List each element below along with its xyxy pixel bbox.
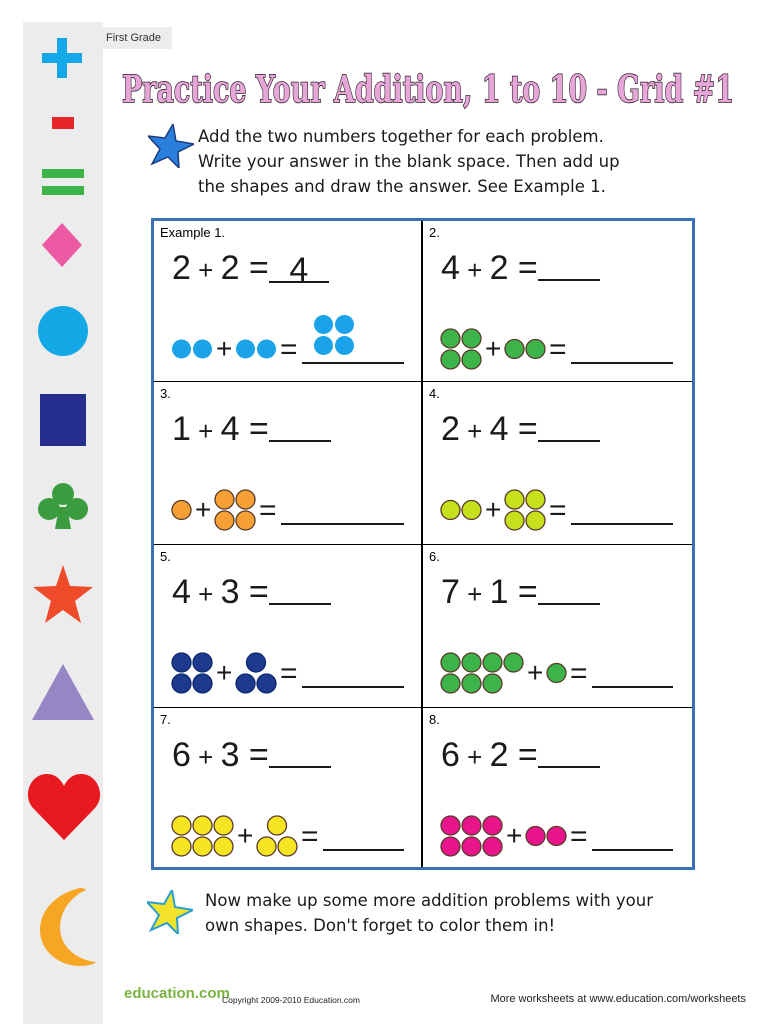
counting-dot	[483, 816, 502, 835]
equals-sign: =	[508, 249, 538, 287]
counting-dot	[193, 653, 212, 672]
counting-dot	[441, 674, 460, 693]
plus-icon	[40, 36, 84, 80]
equals-sign: =	[259, 494, 277, 527]
instructions-line: Write your answer in the blank space. Then add up	[198, 152, 620, 171]
problem-cell	[423, 545, 691, 707]
counting-dot	[462, 350, 481, 369]
plus-sign: +	[485, 333, 502, 364]
counting-dot	[526, 340, 545, 359]
counting-dot	[462, 837, 481, 856]
plus-sign: +	[459, 255, 490, 285]
equals-sign: =	[280, 657, 298, 690]
counting-dot	[236, 490, 255, 509]
moon-icon	[36, 886, 96, 968]
title-text: Practice Your Addition, 1 to 10 - Grid #1	[122, 67, 734, 111]
more-worksheets-link[interactable]: More worksheets at www.education.com/worksheets	[490, 993, 746, 1005]
addend: 6	[441, 736, 460, 774]
counting-dot	[268, 816, 287, 835]
problem-cell	[423, 221, 691, 383]
equals-sign: =	[239, 573, 269, 611]
equals-sign: =	[301, 820, 319, 853]
plus-sign: +	[506, 820, 523, 851]
plus-sign: +	[190, 742, 221, 772]
counting-dot	[257, 837, 276, 856]
plus-sign: +	[190, 416, 221, 446]
counting-dot	[483, 653, 502, 672]
counting-dot	[547, 664, 566, 683]
shape-problem	[154, 545, 422, 707]
counting-dot	[193, 674, 212, 693]
plus-sign: +	[195, 494, 212, 525]
grade-tab: First Grade	[102, 27, 172, 49]
addend: 1	[172, 410, 191, 448]
plus-sign: +	[190, 579, 221, 609]
instructions	[198, 124, 620, 199]
plus-sign: +	[527, 657, 544, 688]
addend: 7	[441, 573, 460, 611]
yellow-star-icon	[147, 890, 193, 934]
equals-sign: =	[549, 333, 567, 366]
equals-sign: =	[280, 333, 298, 366]
counting-dot	[215, 490, 234, 509]
counting-dot	[335, 336, 354, 355]
counting-dot	[172, 653, 191, 672]
counting-dot	[483, 674, 502, 693]
equals-sign: =	[508, 736, 538, 774]
plus-sign: +	[459, 579, 490, 609]
equals-sign: =	[508, 573, 538, 611]
club-icon	[37, 483, 89, 529]
shape-problem	[423, 382, 691, 544]
counting-dot	[462, 653, 481, 672]
counting-dot	[193, 340, 212, 359]
equals-icon	[42, 169, 84, 197]
counting-dot	[214, 837, 233, 856]
problem-cell	[154, 708, 422, 870]
counting-dot	[441, 329, 460, 348]
problem-cell	[154, 382, 422, 544]
instructions-line: Now make up some more addition problems with your	[205, 891, 654, 910]
equals-sign: =	[239, 410, 269, 448]
bottom-instructions	[205, 888, 653, 938]
problem-label: 4.	[429, 386, 440, 401]
counting-dot	[172, 501, 191, 520]
shape-problem	[423, 221, 691, 383]
problem-label: 5.	[160, 549, 171, 564]
counting-dot	[441, 501, 460, 520]
addend: 2	[441, 410, 460, 448]
shape-problem	[154, 221, 422, 383]
shape-problem	[423, 708, 691, 870]
blue-star-icon	[148, 124, 194, 168]
counting-dot	[314, 336, 333, 355]
addend: 3	[220, 736, 240, 774]
heart-icon	[28, 770, 100, 840]
counting-dot	[172, 816, 191, 835]
problem-label: 3.	[160, 386, 171, 401]
page-title	[122, 62, 742, 112]
plus-sign: +	[216, 657, 233, 688]
counting-dot	[505, 340, 524, 359]
circle-icon	[38, 306, 88, 356]
counting-dot	[547, 827, 566, 846]
equals-sign: =	[239, 249, 269, 287]
counting-dot	[526, 827, 545, 846]
triangle-icon	[32, 664, 94, 720]
problem-label: 6.	[429, 549, 440, 564]
shape-problem	[154, 708, 422, 870]
plus-sign: +	[216, 333, 233, 364]
equals-sign: =	[239, 736, 269, 774]
counting-dot	[257, 674, 276, 693]
education-logo[interactable]: education.com	[124, 985, 230, 1002]
equals-sign: =	[570, 657, 588, 690]
counting-dot	[441, 653, 460, 672]
counting-dot	[214, 816, 233, 835]
problem-label: 2.	[429, 225, 440, 240]
counting-dot	[526, 511, 545, 530]
counting-dot	[172, 340, 191, 359]
addend: 4	[441, 249, 460, 287]
square-icon	[40, 394, 86, 446]
counting-dot	[236, 674, 255, 693]
counting-dot	[462, 816, 481, 835]
counting-dot	[505, 511, 524, 530]
counting-dot	[441, 816, 460, 835]
addend: 3	[220, 573, 240, 611]
instructions-line: own shapes. Don't forget to color them in!	[205, 916, 556, 935]
equals-sign: =	[549, 494, 567, 527]
problem-cell	[154, 545, 422, 707]
instructions-line: the shapes and draw the answer. See Example 1.	[198, 177, 606, 196]
plus-sign: +	[190, 255, 221, 285]
problem-cell	[423, 382, 691, 544]
problem-cell	[154, 221, 422, 383]
counting-dot	[172, 837, 191, 856]
minus-icon	[52, 117, 74, 129]
diamond-icon	[42, 223, 82, 267]
shape-problem	[154, 382, 422, 544]
copyright-text: Copyright 2009-2010 Education.com	[222, 995, 360, 1005]
equals-sign: =	[508, 410, 538, 448]
counting-dot	[504, 653, 523, 672]
problem-cell	[423, 708, 691, 870]
problem-label: 7.	[160, 712, 171, 727]
addend: 1	[489, 573, 509, 611]
counting-dot	[526, 490, 545, 509]
counting-dot	[462, 501, 481, 520]
counting-dot	[462, 674, 481, 693]
counting-dot	[462, 329, 481, 348]
problem-label: 8.	[429, 712, 440, 727]
counting-dot	[278, 837, 297, 856]
problem-label: Example 1.	[160, 225, 226, 240]
equals-sign: =	[570, 820, 588, 853]
counting-dot	[314, 315, 333, 334]
addend: 4	[172, 573, 191, 611]
counting-dot	[441, 837, 460, 856]
plus-sign: +	[459, 416, 490, 446]
counting-dot	[505, 490, 524, 509]
counting-dot	[215, 511, 234, 530]
counting-dot	[441, 350, 460, 369]
plus-sign: +	[237, 820, 254, 851]
addend: 2	[172, 249, 191, 287]
addend: 2	[489, 736, 509, 774]
counting-dot	[247, 653, 266, 672]
star-icon	[33, 565, 93, 623]
plus-sign: +	[459, 742, 490, 772]
counting-dot	[236, 511, 255, 530]
addend: 2	[489, 249, 509, 287]
counting-dot	[335, 315, 354, 334]
addend: 2	[220, 249, 240, 287]
addend: 4	[489, 410, 509, 448]
counting-dot	[193, 816, 212, 835]
addend: 6	[172, 736, 191, 774]
counting-dot	[193, 837, 212, 856]
plus-sign: +	[485, 494, 502, 525]
answer-blank[interactable]: 4	[269, 251, 329, 283]
addend: 4	[220, 410, 240, 448]
counting-dot	[483, 837, 502, 856]
counting-dot	[236, 340, 255, 359]
counting-dot	[257, 340, 276, 359]
instructions-line: Add the two numbers together for each problem.	[198, 127, 604, 146]
shape-problem	[423, 545, 691, 707]
counting-dot	[172, 674, 191, 693]
